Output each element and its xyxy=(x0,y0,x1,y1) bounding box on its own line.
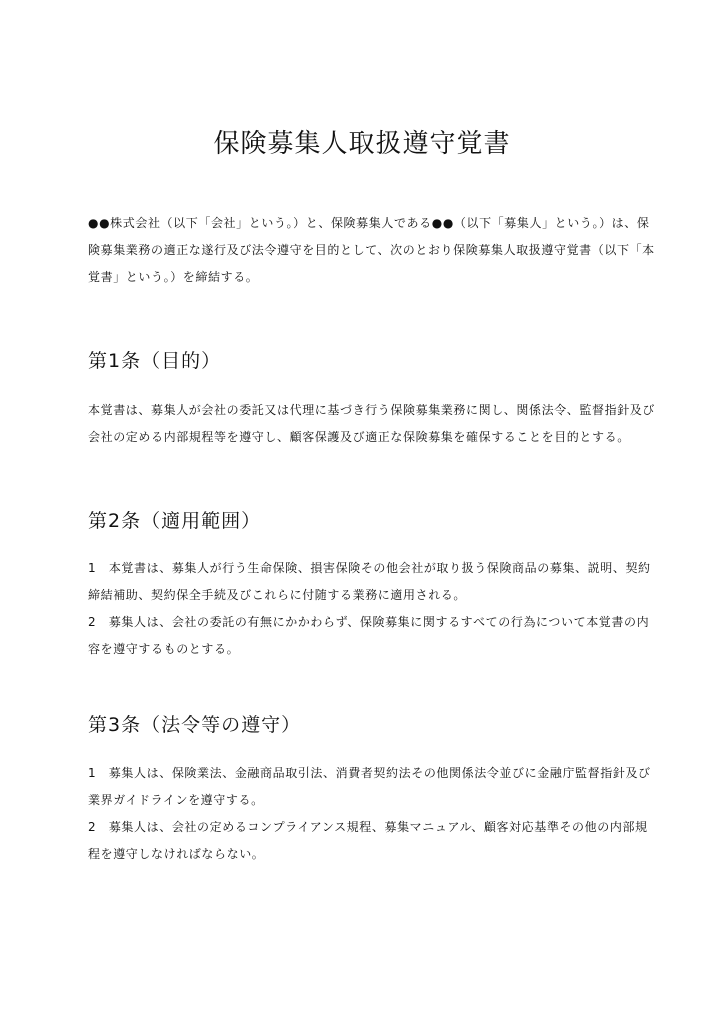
article-1-body xyxy=(88,397,656,451)
article-3-clause-2-line: 2 募集人は、会社の定めるコンプライアンス規程、募集マニュアル、顧客対応基準その他の内部規 xyxy=(88,820,648,834)
article-2-body xyxy=(88,555,651,663)
preamble-line: 険募集業務の適正な遂行及び法令遵守を目的として、次のとおり保険募集人取扱遵守覚書（以下「本 xyxy=(88,243,655,257)
article-3-body xyxy=(88,760,651,868)
article-2-clause-1-line: 締結補助、契約保全手続及びこれらに付随する業務に適用される。 xyxy=(88,588,467,602)
article-3-clause-1-line: 業界ガイドラインを遵守する。 xyxy=(88,793,264,807)
article-2-clause-1-line: 1 本覚書は、募集人が行う生命保険、損害保険その他会社が取り扱う保険商品の募集、説明、契約 xyxy=(88,561,651,575)
article-2-heading: 第2条（適用範囲） xyxy=(88,510,262,532)
document-title: 保険募集人取扱遵守覚書 xyxy=(213,129,511,159)
preamble-paragraph xyxy=(88,210,655,291)
article-1-line: 会社の定める内部規程等を遵守し、顧客保護及び適正な保険募集を確保することを目的とする。 xyxy=(88,430,630,444)
article-3-heading: 第3条（法令等の遵守） xyxy=(88,714,302,736)
article-1-heading: 第1条（目的） xyxy=(88,350,222,372)
article-1-line: 本覚書は、募集人が会社の委託又は代理に基づき行う保険募集業務に関し、関係法令、監督指針及び xyxy=(88,403,656,417)
article-3-clause-2-line: 程を遵守しなければならない。 xyxy=(88,847,265,861)
article-2-clause-2-line: 2 募集人は、会社の委託の有無にかかわらず、保険募集に関するすべての行為について本覚書の内 xyxy=(88,615,650,629)
article-3-clause-1-line: 1 募集人は、保険業法、金融商品取引法、消費者契約法その他関係法令並びに金融庁監督指針及び xyxy=(88,766,651,780)
preamble-line: ●●株式会社（以下「会社」という。）と、保険募集人である●●（以下「募集人」という。）は、保 xyxy=(88,216,650,230)
preamble-line: 覚書」という。）を締結する。 xyxy=(88,270,259,284)
article-2-clause-2-line: 容を遵守するものとする。 xyxy=(88,642,240,656)
